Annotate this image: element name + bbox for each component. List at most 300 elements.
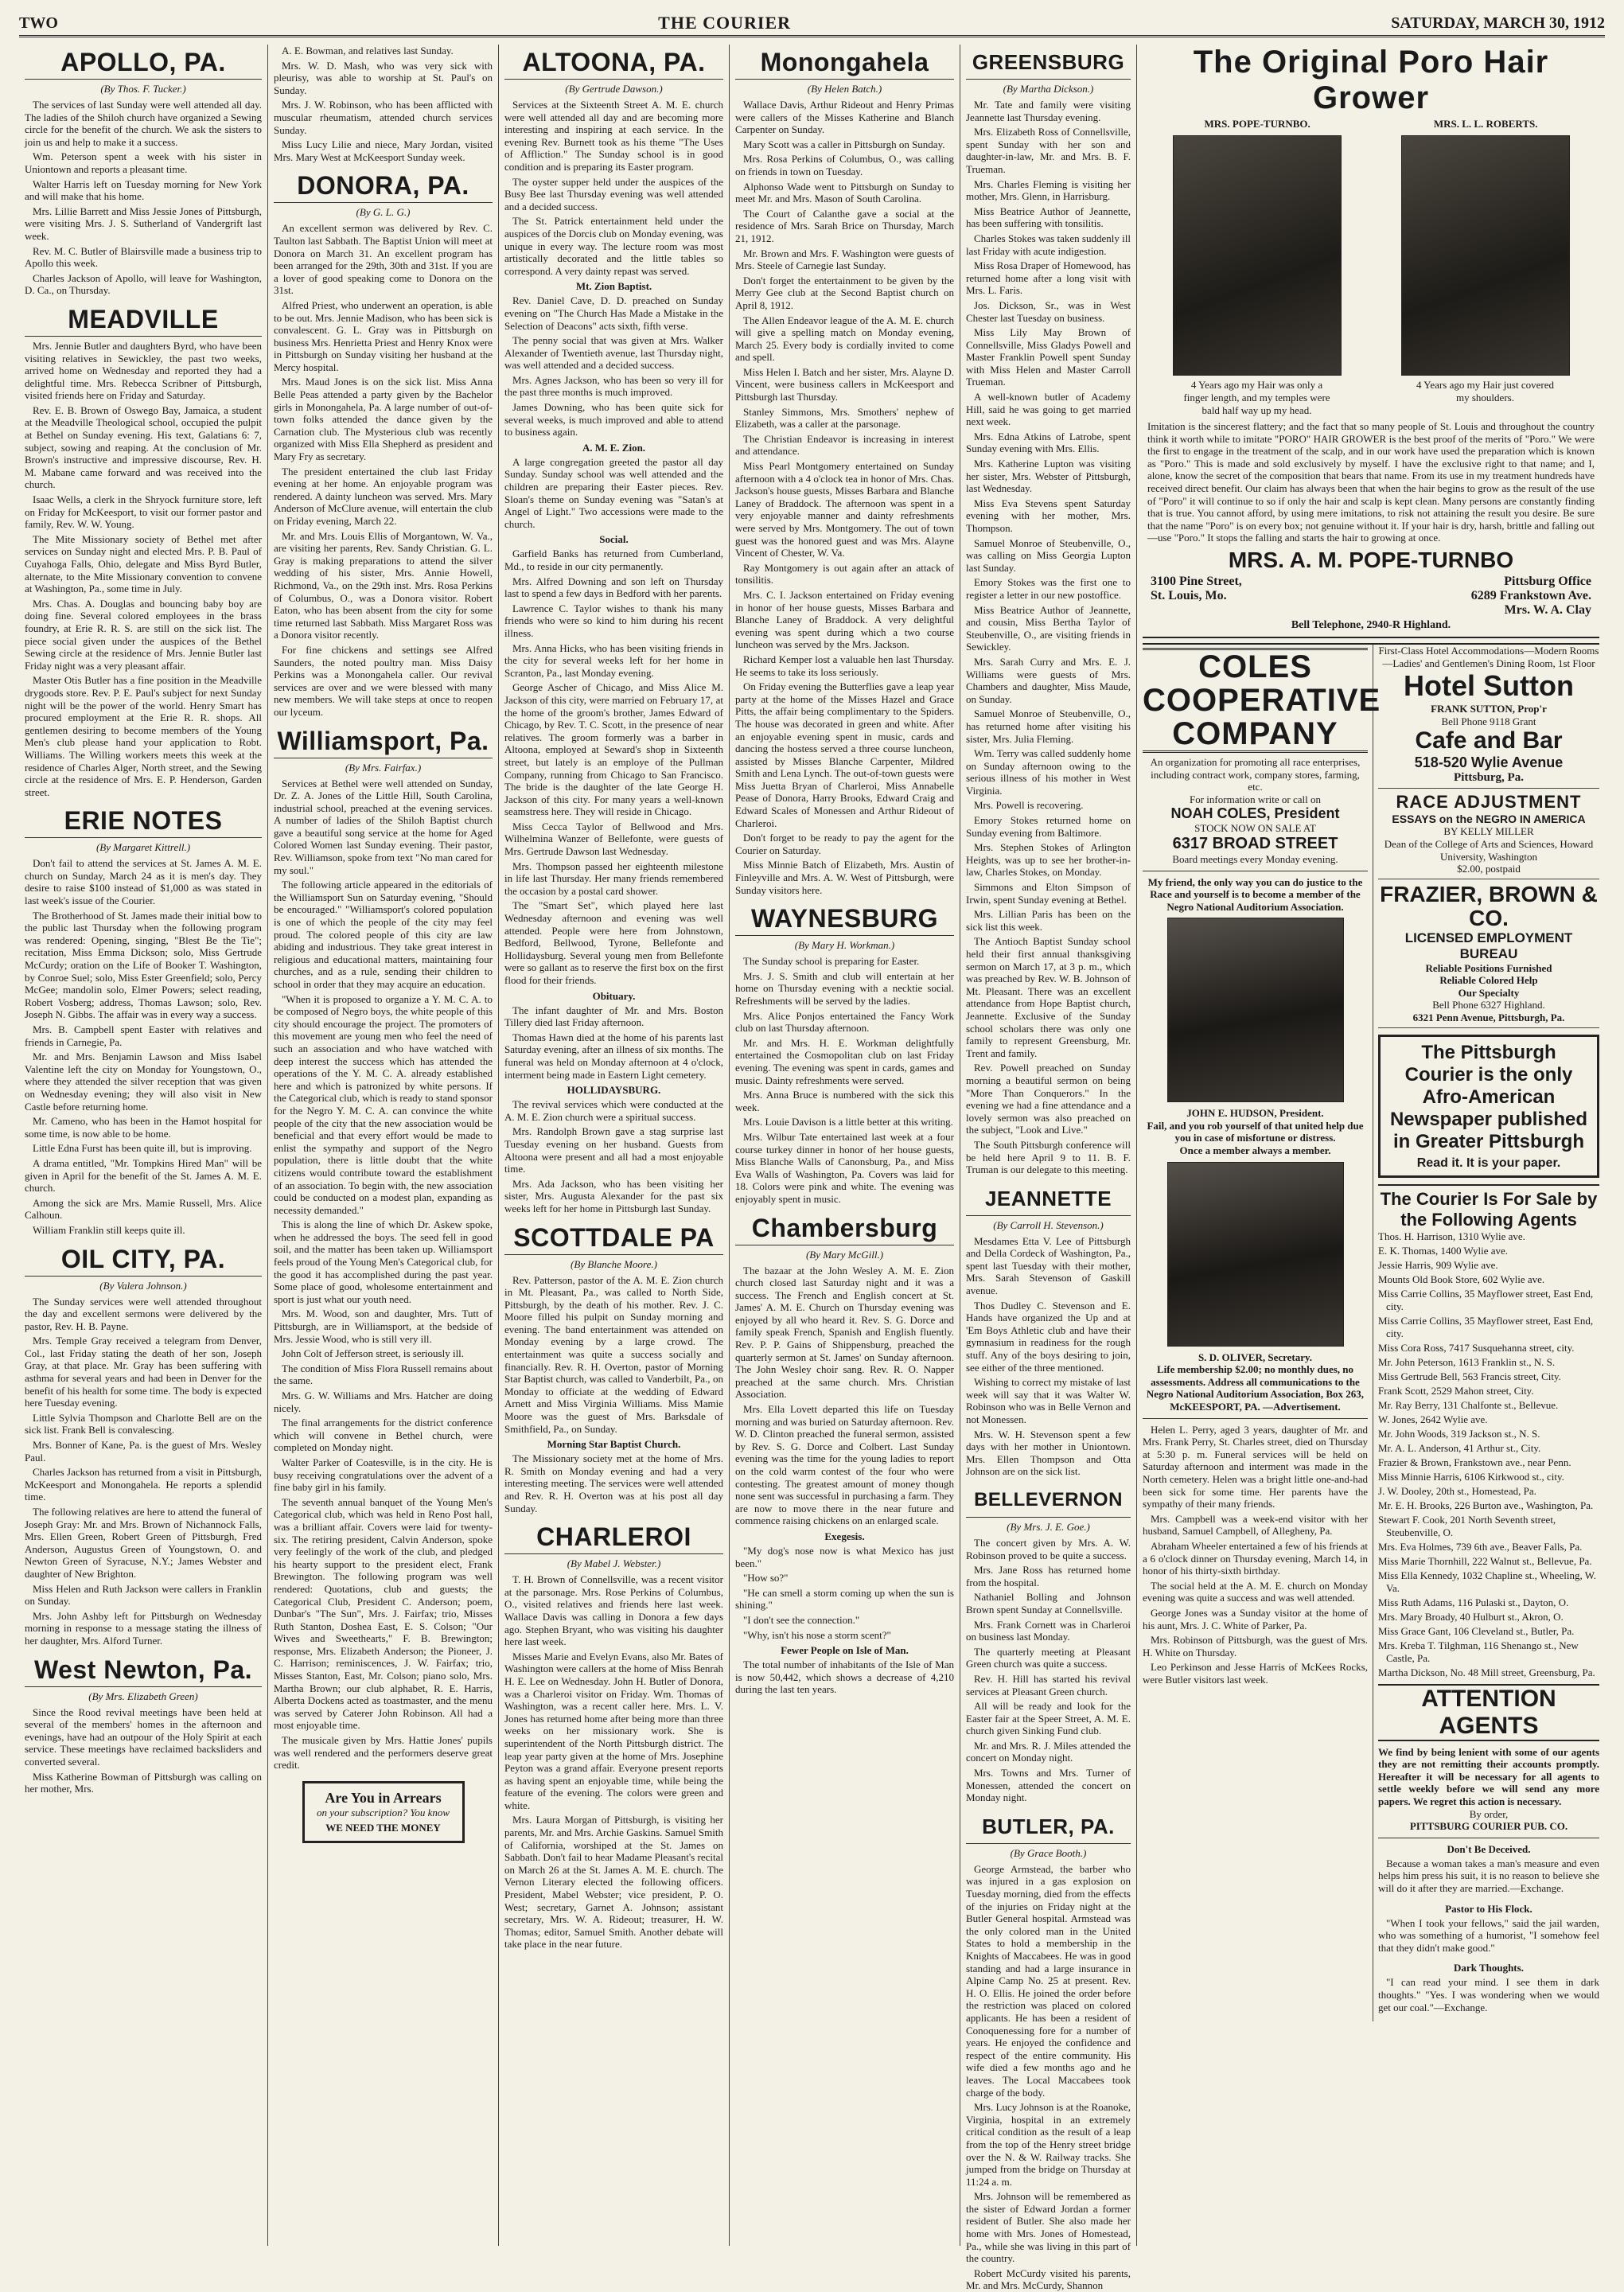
- article-oil-city: [25, 1245, 262, 1647]
- paragraph: Mrs. G. W. Williams and Mrs. Hatcher are doing nicely.: [274, 1390, 493, 1414]
- article-title: ALTOONA, PA.: [504, 48, 723, 80]
- paragraph: Misses Marie and Evelyn Evans, also Mr. Bates of Washington were callers at the home of Miss Benrah H. E. Lee on Wednesday. John H. Butler of Donora, was a Charleroi visitor on Friday. Wm. Thomas of Washington, was a recent caller here. Mrs. L. V. Jones has returned home after being more than three weeks on her missionary work. She is superintendent of the North Pittsburgh district. The leap year party given at the home of Mrs. Josephine Peyton was a grand affair. Everyone present reports as having spent an enjoyable time, while being the feature of the evening. The colors were green and white.: [504, 1650, 723, 1811]
- paragraph: Mrs. Jennie Butler and daughters Byrd, who have been visiting relatives in Sewickley, the past two weeks, arrived home on Wednesday and reported they had a delightful time. Mrs. Rebecca Scribner of Pittsburgh, visited friends here on Friday and Saturday.: [25, 339, 262, 402]
- paragraph: George Jones was a Sunday visitor at the home of his aunt, Mrs. J. C. White of Parker, Pa.: [1143, 1606, 1368, 1631]
- paragraph: Mrs. Maud Jones is on the sick list. Miss Anna Belle Peas attended a party given by the Bachelor girls in Monongahela, Pa. A large number of out-of-town folks attended the dance given by the Carnation club. The Mysterious club was recently organized with Miss Ella Shepherd as president and Mary Fry as secretary.: [274, 376, 493, 463]
- agent-entry: Mr. John Peterson, 1613 Franklin st., N. S.: [1378, 1355, 1556, 1368]
- paragraph: Mr. and Mrs. H. E. Workman delightfully entertained the Cosmopolitan club on last Friday evening. The evening was spent in cards, games and music. Dainty refreshments were served.: [735, 1036, 954, 1086]
- paragraph: "When I took your fellows," said the jail warden, who was something of a humorist, "I somehow feel that they didn't make good.": [1378, 1916, 1599, 1954]
- paragraph: Mrs. M. Wood, son and daughter, Mrs. Tutt of Pittsburgh, are in Williamsport, at the bedside of Mrs. Jessie Wood, who is still very ill.: [274, 1308, 493, 1345]
- paragraph: Rev. Patterson, pastor of the A. M. E. Zion church in Mt. Pleasant, Pa., was called to North Side, Pittsburgh, by the death of his mother. Rev. J. C. Moore filled his pulpit on Sunday morning and evening. The band entertainment was attended on Monday evening by a large crowd. The entertainment was quite a success socially and financially. Rev. R. H. Overton, pastor of Morning Star Baptist church, was called to Vanderbilt, Pa., on Monday to officiate at the wedding of Edward Arnett and Miss Virginia Williams. Miss Mamie Moore was the guest of Mrs. Barksdale of Smithfield, Pa., on Sunday.: [504, 1273, 723, 1435]
- paragraph: Mrs. Frank Cornett was in Charleroi on business last Monday.: [966, 1618, 1131, 1643]
- paragraph: Because a woman takes a man's measure and even helps him press his suit, it is no reason to believe she will do it after they are married.—Exchange.: [1378, 1857, 1599, 1894]
- paragraph: The Court of Calanthe gave a social at the residence of Mrs. Sarah Brice on Thursday, March 21, 1912.: [735, 207, 954, 244]
- paragraph: For fine chickens and settings see Alfred Saunders, the noted poultry man. Miss Daisy Perkins was a Monongahela caller. Our revival services are over and we were blessed with many new members. We will take steps at once to reopen our lyceum.: [274, 643, 493, 718]
- paragraph: Walter Parker of Coatesville, is in the city. He is busy receiving congratulations over the advent of a fine baby girl in his family.: [274, 1456, 493, 1494]
- paragraph: Miss Rosa Draper of Homewood, has returned home after a long visit with Mrs. L. Faris.: [966, 259, 1131, 297]
- hotel-name: Hotel Sutton: [1404, 669, 1574, 703]
- paragraph: Rev. M. C. Butler of Blairsville made a business trip to Apollo this week.: [25, 244, 262, 270]
- paragraph: "I can read your mind. I see them in dark thoughts." "Yes. I was wondering when we would get our coal."—Exchange.: [1378, 1976, 1599, 2013]
- paragraph: Thomas Hawn died at the home of his parents last Saturday evening, after an illness of six months. The funeral was held on Monday afternoon at 4 o'clock, interment being made in Eastern Light cemetery.: [504, 1031, 723, 1081]
- article-williamsport: [274, 727, 493, 1772]
- article-scottdale: [504, 1223, 723, 1515]
- article-butler: [966, 1812, 1131, 2292]
- paragraph: The quarterly meeting at Pleasant Green church was quite a success.: [966, 1645, 1131, 1670]
- paragraph: The social held at the A. M. E. church on Monday evening was quite a success and was well attended.: [1143, 1579, 1368, 1604]
- auditorium-text: Once a member always a member.: [1179, 1144, 1331, 1157]
- paragraph: "When it is proposed to organize a Y. M. C. A. to be composed of Negro boys, the white people of this city should encourage the project. The promoters of this movement are young men who feel the need of such an association and who have watched with deep interest the success which has attended the operations of the Y. M. C. A. already established here and which is patronized by white persons. If the Categorical club, which is ready to stand sponsor for the Negro Y. M. C. A. can convince the white people of the city that the new association would be beneficial and that every effort would be made to enlist the sympathy and support of the Negro population, there is little doubt that the white citizens would contribute toward the establishment of an association. To begin with, the new association could be conducted on a modest plan, expanding as necessity demanded.": [274, 992, 493, 1216]
- subhead: Fewer People on Isle of Man.: [781, 1644, 909, 1657]
- paragraph: The Sunday school is preparing for Easter.: [743, 955, 920, 968]
- paragraph: Nathaniel Bolling and Johnson Brown spent Sunday at Connellsville.: [966, 1591, 1131, 1616]
- paragraph: This is along the line of which Dr. Askew spoke, when he addressed the boys. The seed fell in good soil, and the matter has been taken up. Williamsport feels proud of the Young Men's Categorical club, for the good it has accomplished during the past year. Some place of good, wholesome entertainment and sport is just what our youth need.: [274, 1218, 493, 1305]
- article-title: BUTLER, PA.: [966, 1812, 1131, 1844]
- paragraph: Miss Lily May Brown of Connellsville, Miss Gladys Powell and Master Franklin Powell spent Sunday with Miss Helen and Master Carroll Trueman.: [966, 326, 1131, 388]
- paragraph: Mrs. Alfred Downing and son left on Thursday last to spend a few days in Bedford with her parents.: [504, 575, 723, 600]
- paragraph: Mrs. Edna Atkins of Latrobe, spent Sunday evening with Mrs. Ellis.: [966, 430, 1131, 455]
- agent-entry: Miss Cora Ross, 7417 Susquehanna street, city.: [1378, 1341, 1575, 1354]
- paragraph: The Mite Missionary society of Bethel met after services on Sunday night and elected Mrs. P. B. Paul of Cuyahoga Falls, Ohio, delegate and Miss Byrd Butler, alternate, to the Mite Missionary convention to convene at Washington, Pa., some time in July.: [25, 532, 262, 595]
- attention-title: ATTENTION AGENTS: [1378, 1684, 1599, 1741]
- article-title: DONORA, PA.: [274, 171, 493, 203]
- paragraph: Mrs. Agnes Jackson, who has been so very ill for the past three months is much improved.: [504, 373, 723, 399]
- paragraph: Mrs. Anna Hicks, who has been visiting friends in the city for several weeks left for her home in Scranton, Pa., last Monday evening.: [504, 641, 723, 679]
- article-apollo: [25, 48, 262, 297]
- frazier-phone: Bell Phone 6327 Highland.: [1432, 999, 1545, 1012]
- paragraph: Abraham Wheeler entertained a few of his friends at a 6 o'clock dinner on Thursday evening, March 14, in honor of his thirty-sixth birthday.: [1143, 1539, 1368, 1577]
- paragraph: Mrs. Stephen Stokes of Arlington Heights, was up to see her brother-in-law, Charles Stokes, on Monday.: [966, 841, 1131, 879]
- paragraph: Mrs. Laura Morgan of Pittsburgh, is visiting her parents, Mr. and Mrs. Archie Gaskins. Samuel Smith of California, worshiped at the St. James on Sabbath. Don't fail to hear Madame Pleasant's recital on March 26 at the St. James A. M. E. church. The Vernon Literary elected the following officers. President, Mabel Webster; vice president, P. O. West; secretary, Garnet A. Johnson; assistant secretary, Mrs. W. A. Rideout; treasurer, H. W. Thomas; editor, Samuel Smith. Another debate will take place in the near future.: [504, 1814, 723, 1951]
- paragraph: Mr. and Mrs. Benjamin Lawson and Miss Isabel Valentine left the city on Monday for Youngstown, O., where they attended the silver reception that was given on Wednesday evening; they will also visit in New Castle before returning home.: [25, 1050, 262, 1113]
- issue-date: SATURDAY, MARCH 30, 1912: [1391, 14, 1605, 32]
- paragraph: The Brotherhood of St. James made their initial bow to the public last Thursday when the following program was rendered: Opening, singing, "Blest Be the Tie"; recitation, Miss Emma Dickson; solo, Miss Gertrude McCurdy; oration on the Life of Booker T. Washington, by Conroe Suel; solo, Miss Ester Greenfield; solo, Percy McGee; mandolin solo, Elmer Powers; select reading, Robert Vosberg; address, Thomas Lawson; solo, Rev. Joseph N. Gibbs. The affair was in every way a success.: [25, 909, 262, 1021]
- frazier-line: Reliable Positions Furnished: [1425, 961, 1552, 974]
- paragraph: T. H. Brown of Connellsville, was a recent visitor at the parsonage. Mrs. Rose Perkins of Columbus, O., visited relatives and friends here last week. Wallace Davis was calling in Donora a few days ago. Stephen Bryant, who was visiting his daughter here last week.: [504, 1573, 723, 1648]
- paragraph: Mrs. Lillie Barrett and Miss Jessie Jones of Pittsburgh, were visiting Mrs. J. S. Sutherland of Vandergrift last week.: [25, 205, 262, 242]
- paragraph: Mrs. Ella Lovett departed this life on Tuesday morning and was buried on Saturday afternoon. Rev. W. D. Clinton preached the funeral sermon, assisted by Rev. S. G. Dorce and Colbert. Last Sunday evening was the time for the young ladies to report on the cold warm contest of the four who were contesting. The greatest amount of money though none sent was successful in purchasing a farm. They are now to move there in the near future and commence raising chickens on an enlarged scale.: [735, 1403, 954, 1527]
- poro-ad: [1143, 45, 1599, 638]
- paragraph: The Sunday services were well attended throughout the day and excellent sermons were delivered by the pastor, Rev. H. B. Payne.: [25, 1295, 262, 1332]
- race-title: RACE ADJUSTMENT: [1396, 792, 1582, 813]
- paragraph: The penny social that was given at Mrs. Walker Alexander of Twentieth avenue, last Thursday night, was well attended and a decided success.: [504, 334, 723, 372]
- paragraph: Miss Lucy Lilie and niece, Mary Jordan, visited Mrs. Mary West at McKeesport Sunday week.: [274, 138, 493, 163]
- race-author: BY KELLY MILLER: [1443, 825, 1534, 838]
- coles-stock: STOCK NOW ON SALE AT: [1194, 822, 1316, 835]
- portrait-roberts: [1401, 135, 1570, 376]
- hotel-phone: Bell Phone 9118 Grant: [1441, 715, 1536, 727]
- column-6-ads: [1136, 45, 1605, 2246]
- paragraph: Miss Helen I. Batch and her sister, Mrs. Alayne D. Vincent, were business callers in McKeesport and Pittsburgh last Thursday.: [735, 365, 954, 403]
- paragraph: Miss Minnie Batch of Elizabeth, Mrs. Austin of Finleyville and Mrs. A. W. West of Pittsburgh, were Sunday visitors here.: [735, 859, 954, 896]
- paragraph: Samuel Monroe of Steubenville, O., has returned home after visiting his sister, Mrs. Julia Fleming.: [966, 707, 1131, 745]
- paragraph: Don't forget the entertainment to be given by the Merry Gee club at the Second Baptist church on April 8, 1912.: [735, 274, 954, 311]
- paragraph: Miss Eva Stevens spent Saturday evening with her mother, Mrs. Thompson.: [966, 497, 1131, 534]
- paragraph: Walter Harris left on Tuesday morning for New York and will make that his home.: [25, 177, 262, 203]
- agent-entry: Mr. A. L. Anderson, 41 Arthur st., City.: [1378, 1441, 1541, 1454]
- article-erie-notes: [25, 806, 262, 1236]
- poro-name-left: MRS. POPE-TURNBO.: [1204, 118, 1310, 130]
- paper-name: THE COURIER: [658, 13, 792, 33]
- paragraph: Among the sick are Mrs. Mamie Russell, Mrs. Alice Calhoun.: [25, 1196, 262, 1222]
- auditorium-membership: Life membership $2.00; no monthly dues, no assessments. Address all communications to the Negro National Auditorium Association, Box 263, McKEESPORT, PA. —Advertisement.: [1146, 1363, 1365, 1413]
- address-line: Pittsburg Office: [1504, 574, 1591, 588]
- agent-entry: Jessie Harris, 909 Wylie ave.: [1378, 1258, 1498, 1271]
- paragraph: The seventh annual banquet of the Young Men's Categorical club, which was held in Reno Post hall, was a brilliant affair. Covers were laid for twenty-six. The retiring president, Calvin Anderson, spoke very feelingly of the work of the club, and pledged his hearty support to the president elect, Frank Brewington. The following program was well rendered: Quotations, club and guests; the Categorical Club, President C. Anderson; poem, Dunbar's "The Sun", Mrs. J. Fairfax; trio, Misses Ruth Stanton, Doshea East, E. S. Colson; "Our Wives and Sweethearts," F. B. Brewington; response, Mrs. Elizabeth Anderson; the Pioneer, J. C. Harrison; reminiscences, J. W. Fairfax; trio, Misses Stanton, East, Mr. Colson; piano solo, Mrs. Martha Brown; our club alphabet, R. E. Harris, Alberta Dockens acted as toastmaster, and the menu was served by Caterer John Robinson. All had a most enjoyable time.: [274, 1495, 493, 1732]
- poro-names: [1143, 118, 1599, 131]
- column-5: [960, 45, 1136, 2292]
- race-sub: ESSAYS on the NEGRO IN AMERICA: [1392, 813, 1586, 826]
- paragraph: George Ascher of Chicago, and Miss Alice M. Jackson of this city, were married on February 17, at the home of the groom's brother, James Edward of Chicago, by Rev. T. C. Scott, in the presence of near relatives. The groom formerly was a barber in Altoona, employed at Seward's shop in Sixteenth street, but lately is an employe of the Pullman Company, running from Chicago to San Francisco. The bride is the daughter of the late George H. Jackson of this city. For many years a well-known seamstress here. They will reside in Chicago.: [504, 681, 723, 818]
- agent-entry: Miss Marie Thornhill, 222 Walnut st., Bellevue, Pa.: [1378, 1554, 1592, 1567]
- poro-name-right: MRS. L. L. ROBERTS.: [1433, 118, 1538, 130]
- paragraph: A well-known butler of Academy Hill, said he was going to get married next week.: [966, 391, 1131, 428]
- paragraph: A large congregation greeted the pastor all day Sunday. Sunday school was well attended and the children are preparing their Easter pieces. Rev. Sloan's theme on Sunday evening was "Satan's at Angel of Light." Two accessions were made to the church.: [504, 455, 723, 530]
- paragraph: Mrs. Louie Davison is a little better at this writing.: [743, 1116, 953, 1128]
- article-title: JEANNETTE: [966, 1184, 1131, 1216]
- coles-address: 6317 BROAD STREET: [1172, 834, 1338, 852]
- paragraph: Wm. Terry was called suddenly home on Sunday afternoon owing to the serious illness of his mother in West Virginia.: [966, 747, 1131, 797]
- paragraph: Mr. Brown and Mrs. F. Washington were guests of Mrs. Steele of Carnegie last Sunday.: [735, 247, 954, 272]
- paragraph: Ray Montgomery is out again after an attack of tonsilitis.: [735, 561, 954, 587]
- byline: (By Mrs. Elizabeth Green): [88, 1690, 198, 1702]
- byline: (By Mary McGill.): [805, 1248, 884, 1261]
- paragraph: Mr. Cameno, who has been in the Hamot hospital for some time, is now able to be home.: [25, 1115, 262, 1140]
- article-title: Williamsport, Pa.: [274, 727, 493, 758]
- agent-entry: Miss Gertrude Bell, 563 Francis street, City.: [1378, 1370, 1561, 1382]
- agent-entry: Miss Carrie Collins, 35 Mayflower street, East End, city.: [1378, 1287, 1594, 1312]
- paragraph: Mrs. Temple Gray received a telegram from Denver, Col., last Friday stating the death of her son, Joseph Gray, at that place. Mr. Gray has been suffering with asthma for several years and had been in Denver for the benefit of his health for some time. The body is expected here Tuesday evening.: [25, 1335, 262, 1409]
- article-title: West Newton, Pa.: [25, 1655, 262, 1687]
- paragraph: The following article appeared in the editorials of the Williamsport Sun on Saturday evening, "Should be encouraged." "Williamsport's colored population is one of which the people of the city may feel proud. The colored people of this city are law abiding and industrious. They take great interest in religious and educational matters, maintaining four churches, and as a rule, sending their children to school in order that they may acquire an education.: [274, 879, 493, 990]
- agent-entry: Thos. H. Harrison, 1310 Wylie ave.: [1378, 1230, 1525, 1242]
- race-adjustment-ad: [1378, 789, 1599, 879]
- paragraph: The oyster supper held under the auspices of the Busy Bee last Thursday evening was well attended and a decided success.: [504, 175, 723, 212]
- paragraph: Mrs. J. S. Smith and club will entertain at her home on Thursday evening with a necktie social. Refreshments will be served by the ladies.: [735, 969, 954, 1007]
- paragraph: James Downing, who has been quite sick for several weeks, is much improved and able to attend to business again.: [504, 401, 723, 439]
- paragraph: Little Sylvia Thompson and Charlotte Bell are on the sick list. Frank Bell is convalescing.: [25, 1411, 262, 1436]
- paragraph: Master Otis Butler has a fine position in the Meadville drygoods store. Rev. P. E. Paul's subject for next Sunday night will be the power of the world. Henry Smart has procured employment at the Erie R. R. shops. All gentlemen desiring to become members of the Young Men's club please hand your application to Robt. Williams. The Willing workers meets this week at the residence of Charles Alger, North street, and the Sewing circle at the residence of Mrs. E. P. Henderson, Garden street.: [25, 674, 262, 798]
- paragraph: Alfred Priest, who underwent an operation, is able to be out. Mrs. Jennie Madison, who has been sick is convalescent. G. L. Gray was in Pittsburgh on business Mrs. Henrietta Priest and Henry Knox were in Pittsburgh on Sunday visiting her husband at the Mercy hospital.: [274, 298, 493, 373]
- column-4: [729, 45, 960, 2246]
- byline: (By Helen Batch.): [807, 83, 882, 95]
- paragraph: Rev. E. B. Brown of Oswego Bay, Jamaica, a student at the Meadville Theological school, occupied the pulpit at Bethel on Sunday evening. His text, Galatians 6: 7, subject, sowing and reaping. At the conclusion of Mr. Brown's instructive and impressive discourse, Rev. H. M. Mabane came forward and was received into the church.: [25, 403, 262, 491]
- subhead: Obituary.: [592, 989, 636, 1002]
- paragraph: Wallace Davis, Arthur Rideout and Henry Primas were callers of the Misses Katherine and Blanch Carpenter on Sunday.: [735, 99, 954, 136]
- article-bellevernon: [966, 1486, 1131, 1804]
- subhead: Social.: [599, 533, 629, 546]
- hotel-address: 518-520 Wylie Avenue: [1414, 754, 1564, 771]
- paragraph: Mrs. Alice Ponjos entertained the Fancy Work club on last Thursday afternoon.: [735, 1009, 954, 1035]
- paragraph: Mrs. Katherine Lupton was visiting her sister, Mrs. Webster of Pittsburgh, last Wednesday.: [966, 458, 1131, 495]
- poro-signature: MRS. A. M. POPE-TURNBO: [1228, 547, 1514, 572]
- paragraph: Mr. and Mrs. Louis Ellis of Morgantown, W. Va., are visiting her parents, Rev. Sandy Christian. G. L. Gray is making preparations to attend the silver wedding of his sister, Mrs. Annie Howell, Richmond, Va., on the 29th inst. Mrs. Rosa Perkins of Columbus, O., was a Donora visitor. Robert Eaton, who has been absent from the city for some time returned last Sabbath. Miss Margaret Ross was a Donora visitor recently.: [274, 529, 493, 641]
- paragraph: Wishing to correct my mistake of last week will say that it was Walter W. Robinson who was in Belle Vernon and not Monessen.: [966, 1376, 1131, 1425]
- subhead: Mt. Zion Baptist.: [575, 280, 652, 293]
- paragraph: The bazaar at the John Wesley A. M. E. Zion church closed last Saturday night and it was a success. The French and English concert at St. James' A. M. E. Church on Thursday evening was enjoyed by all who heard it. Rev. S. G. Dorce and family speak French, Spanish and English fluently. Rev. P. P. Gains of Shippensburg, preached the quarterly sermon at St. James' on Sunday afternoon. The John Wesley choir sang. Rev. R. O. Napper preached at the same church. Mrs. Christian Association.: [735, 1264, 954, 1401]
- paragraph: The revival services which were conducted at the A. M. E. Zion church were a spiritual success.: [504, 1098, 723, 1123]
- photo-hudson: [1167, 918, 1344, 1102]
- courier-promo-cta: Read it. It is your paper.: [1416, 1156, 1561, 1170]
- paragraph: The "Smart Set", which played here last Wednesday afternoon and evening was well attended. People were here from Johnstown, Bedford, Bellwood, Tyrone, Bellefonte and Hollidaysburg. Several young men from Bellefonte were so gallant as to reserve the first box on the first flood for their friends.: [504, 899, 723, 986]
- paragraph: Mrs. Wilbur Tate entertained last week at a four course turkey dinner in honor of her house guests, Miss Blanche Walls of Canonsburg, Pa., and Miss Eva Walls of Washington, Pa. Covers was laid for 18. Colors were pink and white. The evening was enjoyably spent in music.: [735, 1130, 954, 1205]
- hotel-city: Pittsburg, Pa.: [1454, 771, 1524, 785]
- paragraph: The total number of inhabitants of the Isle of Man is now 50,442, which shows a decrease of 4,210 during the last ten years.: [735, 1659, 954, 1696]
- paragraph: Rev. Daniel Cave, D. D. preached on Sunday evening on "The Church Has Made a Mistake in the Selection of Deacons" acts sixth, fifth verse.: [504, 294, 723, 332]
- paragraph: Don't fail to attend the services at St. James A. M. E. church on Sunday, March 24 as it is men's day. They desire to raise $100 instead of $1,000 as was stated in last week's issue of the Courier.: [25, 857, 262, 907]
- filler-title: Don't Be Deceived.: [1447, 1842, 1531, 1855]
- filler-title: Dark Thoughts.: [1454, 1962, 1524, 1974]
- frazier-line: Our Specialty: [1458, 986, 1520, 999]
- agent-entry: Miss Ruth Adams, 116 Pulaski st., Dayton, O.: [1378, 1596, 1569, 1608]
- paragraph: Richard Kemper lost a valuable hen last Thursday. He seems to take its loss seriously.: [735, 653, 954, 678]
- paragraph: "My dog's nose now is what Mexico has just been.": [735, 1544, 954, 1569]
- paragraph: The South Pittsburgh conference will be held here April 9 to 11. B. F. Truman is our delegate to this meeting.: [966, 1138, 1131, 1176]
- paragraph: Mrs. W. D. Mash, who was very sick with pleurisy, was able to worship at St. Paul's on Sunday.: [274, 59, 493, 96]
- caption-right: 4 Years ago my Hair just covered my shoulders.: [1416, 379, 1554, 403]
- paragraph: Mrs. Bonner of Kane, Pa. is the guest of Mrs. Wesley Paul.: [25, 1439, 262, 1464]
- agent-entry: E. K. Thomas, 1400 Wylie ave.: [1378, 1244, 1509, 1257]
- agent-entry: Mr. Ray Berry, 131 Chalfonte st., Bellevue.: [1378, 1398, 1559, 1411]
- paragraph: "I don't see the connection.": [743, 1613, 860, 1626]
- paragraph: Mr. and Mrs. R. J. Miles attended the concert on Monday night.: [966, 1739, 1131, 1764]
- poro-phone: Bell Telephone, 2940-R Highland.: [1291, 618, 1451, 631]
- photo-caption: S. D. OLIVER, Secretary.: [1198, 1351, 1313, 1363]
- auditorium-appeal: My friend, the only way you can do justice to the Race and yourself is to become a member of the Negro National Auditorium Association.: [1147, 875, 1363, 913]
- paragraph: The services of last Sunday were well attended all day. The ladies of the Shiloh church have organized a Sewing circle for the benefit of the church. We ask the sisters to join us and help to make it a success.: [25, 99, 262, 148]
- paragraph: Mr. Tate and family were visiting Jeannette last Thursday evening.: [966, 99, 1131, 123]
- paragraph: Mrs. B. Campbell spent Easter with relatives and friends in Carnegie, Pa.: [25, 1023, 262, 1048]
- paragraph: Charles Jackson of Apollo, will leave for Washington, D. Ca., on Thursday.: [25, 271, 262, 297]
- byline: (By Grace Booth.): [1010, 1846, 1087, 1859]
- paragraph: Wm. Peterson spent a week with his sister in Uniontown and reports a pleasant time.: [25, 150, 262, 175]
- paragraph: "Why, isn't his nose a storm scent?": [743, 1628, 891, 1641]
- paragraph: Mary Scott was a caller in Pittsburgh on Sunday.: [743, 138, 945, 150]
- frazier-address: 6321 Penn Avenue, Pittsburgh, Pa.: [1412, 1012, 1565, 1024]
- subhead: HOLLIDAYSBURG.: [567, 1084, 661, 1097]
- agents-list: [1378, 1184, 1599, 1679]
- portrait-captions: [1143, 379, 1599, 417]
- paragraph: Mrs. Lillian Paris has been on the sick list this week.: [966, 908, 1131, 933]
- frazier-sub: LICENSED EMPLOYMENT BUREAU: [1404, 930, 1573, 961]
- paragraph: Simmons and Elton Simpson of Irwin, spent Sunday evening at Bethel.: [966, 881, 1131, 906]
- byline: (By Gertrude Dawson.): [565, 83, 663, 95]
- address-line: St. Louis, Mo.: [1151, 588, 1227, 602]
- paragraph: Rev. Powell preached on Sunday morning a beautiful sermon on being "More Than Conquerors." In the evening we had a fine attendance and a lovely sermon was also preached on the subject, "Look and Live.": [966, 1062, 1131, 1136]
- agent-entry: Miss Ella Kennedy, 1032 Chapline st., Wheeling, W. Va.: [1378, 1569, 1597, 1594]
- portrait-pope-turnbo: [1173, 135, 1342, 376]
- paragraph: The president entertained the club last Friday evening at her home. An enjoyable program was rendered. A dainty luncheon was served. Mrs. Mary Anderson of McClure avenue, will entertain the club on Friday evening, March 22.: [274, 465, 493, 527]
- byline: (By Carroll H. Stevenson.): [993, 1218, 1104, 1231]
- arrears-title: Are You in Arrears: [325, 1789, 442, 1806]
- article-title: BELLEVERNON: [966, 1486, 1131, 1518]
- byline: (By Blanche Moore.): [571, 1257, 657, 1270]
- ads-left: [1143, 645, 1381, 2021]
- article-title: MEADVILLE: [25, 305, 262, 337]
- coles-name: NOAH COLES, President: [1170, 805, 1340, 822]
- subhead: A. M. E. Zion.: [582, 441, 646, 454]
- paragraph: Mrs. Elizabeth Ross of Connellsville, spent Sunday with her son and daughter-in-law, Mr. and Mrs. B. F. Trueman.: [966, 126, 1131, 175]
- agent-entry: Martha Dickson, No. 48 Mill street, Greensburg, Pa.: [1378, 1666, 1595, 1678]
- byline: (By Mrs. J. E. Goe.): [1007, 1520, 1090, 1533]
- article-waynesburg: [735, 904, 954, 1205]
- article-title: ERIE NOTES: [25, 806, 262, 838]
- hotel-sutton-ad: [1378, 645, 1599, 789]
- article-west-newton: [25, 1655, 262, 1795]
- photo-oliver: [1167, 1162, 1344, 1347]
- article-title: CHARLEROI: [504, 1522, 723, 1554]
- agents-title: The Courier Is For Sale by the Following Agents: [1380, 1188, 1598, 1230]
- paragraph: Leo Perkinson and Jesse Harris of McKees Rocks, were Butler visitors last week.: [1143, 1661, 1368, 1686]
- paragraph: "How so?": [743, 1572, 789, 1585]
- attention-org: PITTSBURG COURIER PUB. CO.: [1409, 1820, 1568, 1833]
- butler-continued: [1143, 1424, 1368, 1686]
- courier-promo-text: The Pittsburgh Courier is the only Afro-American Newspaper published in Greater Pittsburgh: [1389, 1041, 1588, 1152]
- article-altoona: [504, 48, 723, 1215]
- frazier-title: FRAZIER, BROWN & CO.: [1380, 881, 1598, 930]
- paragraph: Mrs. Rosa Perkins of Columbus, O., was calling on friends in town on Tuesday.: [735, 153, 954, 177]
- paragraph: A drama entitled, "Mr. Tompkins Hired Man" will be given in April for the benefit of the St. James A. M. E. church.: [25, 1156, 262, 1195]
- paragraph: Services at the Sixteenth Street A. M. E. church were well attended all day and are becoming more interesting and inspiring at each service. In the evening Rev. Burnett took as his theme "The Uses of Affliction." The Sunday school is in good condition and is preparing its Easter program.: [504, 99, 723, 173]
- filler-pastor: [1378, 1903, 1599, 1955]
- agent-entry: Mrs. Kreba T. Tilghman, 116 Shenango st., New Castle, Pa.: [1378, 1639, 1579, 1664]
- agent-entry: Stewart F. Cook, 201 North Seventh street, Steubenville, O.: [1378, 1513, 1556, 1538]
- byline: (By Valera Johnson.): [99, 1279, 187, 1292]
- paragraph: Mrs. Johnson will be remembered as the sister of Edward Jordan a former resident of Butler. She also made her home with Mrs. Jones of Homestead, Pa., while she was living in this part of the country.: [966, 2190, 1131, 2265]
- paragraph: Mrs. J. W. Robinson, who has been afflicted with muscular rheumatism, attended church services Sunday.: [274, 99, 493, 136]
- paragraph: Mrs. Randolph Brown gave a stag surprise last Tuesday evening on her husband. Guests from Altoona were present and all had a most enjoyable time.: [504, 1125, 723, 1175]
- column-3: [498, 45, 729, 2246]
- paragraph: The Christian Endeavor is increasing in interest and attendance.: [735, 432, 954, 458]
- paragraph: Mesdames Etta V. Lee of Pittsburgh and Della Cordeck of Washington, Pa., spent last Tuesday with their mother, Mrs. Sarah Stevenson of Gaskill avenue.: [966, 1234, 1131, 1297]
- paragraph: George Armstead, the barber who was injured in a gas explosion on Tuesday morning, died from the effects of the injuries on Friday night at the Butler General hospital. Armstead was the only colored man in the United States to hold a membership in the Knights of Maccabees. He was in good standing and had a large insurance in Alpine Camp No. 25 at present. Rev. H. O. Ellis. He joined the order before the restriction was placed on colored applicants. He has been a resident of Conoquenessing fore for a number of years. He enjoyed the confidence and respect of the entire community. His wife died a few months ago and he leaves. The Local Maccabees took charge of the body.: [966, 1862, 1131, 2099]
- filler-deceived: [1378, 1843, 1599, 1895]
- paragraph: Alphonso Wade went to Pittsburgh on Sunday to meet Mr. and Mrs. Mason of South Carolina.: [735, 180, 954, 205]
- article-title: OIL CITY, PA.: [25, 1245, 262, 1277]
- article-monongahela: [735, 48, 954, 896]
- paragraph: Emory Stokes returned home on Sunday evening from Baltimore.: [966, 814, 1131, 839]
- hotel-prop: FRANK SUTTON, Prop'r: [1431, 703, 1547, 715]
- paragraph: Samuel Monroe of Steubenville, O., was calling on Miss Georgia Lupton last Sunday.: [966, 536, 1131, 574]
- agent-entry: Frank Scott, 2529 Mahon street, City.: [1378, 1384, 1534, 1397]
- filler-title: Pastor to His Flock.: [1445, 1902, 1532, 1915]
- ads-right: [1373, 645, 1599, 2021]
- paragraph: The following relatives are here to attend the funeral of Joseph Gray: Mr. and Mrs. Brown of Nichannock Falls, Mrs. Ellen Green, Robert Green of Pittsburgh, Fred Anderson, Augustus Green of Youngstown, O. and Newton Green of Syracuse, N.Y.; James Webster and daughter of New Brighton.: [25, 1506, 262, 1580]
- paragraph: The Antioch Baptist Sunday school held their first annual thanksgiving sermon on March 17, at 3 p. m., which was preached by Rev. W. B. Johnson of Mt. Pleasant. There was an excellent attendance from Hope Baptist church, Jeannette. Exclusive of the Sunday school scholars there was only one family to represent Greensburg, Mr. Trent and family.: [966, 935, 1131, 1059]
- agent-entry: Miss Carrie Collins, 35 Mayflower street, East End, city.: [1378, 1314, 1594, 1339]
- byline: (By Mrs. Fairfax.): [345, 761, 422, 774]
- paragraph: Mrs. Chas. A. Douglas and bouncing baby boy are doing fine. Several colored employees in the brass foundry, at Erie R. R. S. are still on the sick list. The piece social given under the auspices of the Bethel Sewing circle at the residence of Mrs. Jennie Butler last Friday night was a very pleasant affair.: [25, 597, 262, 672]
- column-1: [19, 45, 267, 2246]
- paragraph: Mrs. Anna Bruce is numbered with the sick this week.: [735, 1089, 954, 1113]
- agent-entry: Mounts Old Book Store, 602 Wylie ave.: [1378, 1273, 1545, 1285]
- byline: (By Mabel J. Webster.): [567, 1557, 661, 1570]
- paragraph: An excellent sermon was delivered by Rev. C. Taulton last Sabbath. The Baptist Union will meet at Donora on March 31. An excellent program has been arranged for the 29th, 30th and 31st. If you are a lover of good speaking come to Donora on the 31st.: [274, 222, 493, 297]
- attention-body: We find by being lenient with some of our agents they are not remitting their accounts promptly. Hereafter it will be necessary for all agents to settle weekly before we will send any more papers. We regret this action is necessary.: [1378, 1745, 1599, 1808]
- paragraph: Mrs. Lucy Johnson is at the Roanoke, Virginia, hospital in an extremely critical condition as the result of a leap from the top of the Henry street bridge over the N. & W. Railway tracks. She jumped from the bridge on Thursday at 11:24 a. m.: [966, 2101, 1131, 2188]
- attention-by: By order,: [1469, 1807, 1509, 1820]
- hotel-cafe: Cafe and Bar: [1415, 727, 1563, 754]
- paragraph: Mrs. Campbell was a week-end visitor with her husband, Samuel Campbell, of Allegheny, Pa.: [1143, 1512, 1368, 1538]
- filler-dark: [1378, 1962, 1599, 2013]
- agent-entry: W. Jones, 2642 Wylie ave.: [1378, 1413, 1488, 1425]
- paragraph: Little Edna Furst has been quite ill, but is improving.: [33, 1142, 252, 1155]
- column-2: [267, 45, 498, 2246]
- paragraph: Robert McCurdy visited his parents, Mr. and Mrs. McCurdy, Shannon: [966, 2267, 1131, 2292]
- photo-caption: JOHN E. HUDSON, President.: [1186, 1107, 1324, 1120]
- courier-promo-box: [1378, 1035, 1599, 1178]
- article-jeannette: [966, 1184, 1131, 1478]
- paragraph: Mrs. Powell is recovering.: [974, 799, 1084, 812]
- byline: (By Mary H. Workman.): [794, 939, 895, 952]
- attention-agents: [1378, 1684, 1599, 1833]
- paragraph: Since the Rood revival meetings have been held at several of the members' homes in the afternoon and evenings, have had an outpour of the Holy Spirit at each service. These meetings have reclaimed backsliders and converted several.: [25, 1705, 262, 1768]
- coles-meet: Board meetings every Monday evening.: [1172, 852, 1338, 865]
- arrears-cta: WE NEED THE MONEY: [325, 1821, 441, 1834]
- paragraph: Mrs. W. H. Stevenson spent a few days with her mother in Uniontown. Mrs. Ellen Thompson and Otta Johnson are on the sick list.: [966, 1428, 1131, 1478]
- auditorium-ad: [1143, 876, 1368, 1413]
- paragraph: Mrs. Charles Fleming is visiting her mother, Mrs. Glenn, in Harrisburg.: [966, 177, 1131, 203]
- article-title: Monongahela: [735, 48, 954, 80]
- paragraph: The Missionary society met at the home of Mrs. R. Smith on Monday evening and had a very interesting meeting. The services were well attended and Rev. R. H. Overton was at his post all day Sunday.: [504, 1452, 723, 1514]
- article-title: APOLLO, PA.: [25, 48, 262, 80]
- paragraph: The infant daughter of Mr. and Mrs. Boston Tillery died last Friday afternoon.: [504, 1004, 723, 1029]
- paragraph: Mrs. Towns and Mrs. Turner of Monessen, attended the concert on Monday night.: [966, 1767, 1131, 1804]
- paragraph: The Allen Endeavor league of the A. M. E. church will give a spelling match on Monday evening, March 25. Every body is cordially invited to come and spell.: [735, 314, 954, 364]
- paragraph: Emory Stokes was the first one to register a letter in our new postoffice.: [966, 576, 1131, 601]
- agent-entry: Frazier & Brown, Frankstown ave., near Penn.: [1378, 1456, 1571, 1468]
- race-price: $2.00, postpaid: [1457, 863, 1521, 875]
- page-number: TWO: [19, 14, 58, 32]
- agent-entry: Mr. E. H. Brooks, 226 Burton ave., Washington, Pa.: [1378, 1499, 1594, 1511]
- paragraph: Mrs. Ada Jackson, who has been visiting her sister, Mrs. Augusta Alexander for the past six weeks left for her home in Pittsburgh last Sunday.: [504, 1177, 723, 1214]
- paragraph: The concert given by Mrs. A. W. Robinson proved to be quite a success.: [966, 1536, 1131, 1561]
- agent-entry: Mrs. Eva Holmes, 739 6th ave., Beaver Falls, Pa.: [1378, 1540, 1583, 1553]
- paragraph: Rev. H. Hill has started his revival services at Pleasant Green church.: [966, 1672, 1131, 1698]
- coles-text: An organization for promoting all race enterprises, including contract work, company stores, farming, etc.: [1150, 755, 1361, 793]
- paragraph: Mrs. Jane Ross has returned home from the hospital.: [966, 1564, 1131, 1588]
- paragraph: The musicale given by Mrs. Hattie Jones' pupils was well rendered and the performers deserve great credit.: [274, 1734, 493, 1772]
- paragraph: Mrs. Thompson passed her eighteenth milestone in life last Thursday. Her many friends remembered the occasion by a postal card shower.: [504, 860, 723, 897]
- article-title: GREENSBURG: [966, 48, 1131, 80]
- byline: (By Thos. F. Tucker.): [100, 83, 186, 95]
- agent-entry: Mrs. Mary Broady, 40 Hulburt st., Akron, O.: [1378, 1610, 1564, 1623]
- paragraph: Services at Bethel were well attended on Sunday, Dr. Z. A. Jones of the Little Hill, South Carolina, industrial school, preached at the evening services. A number of ladies of the Shiloh Baptist church gave a beautiful song service at the home for Aged Colored Women last Sunday evening. Their pastor, Rev. Williamson, spoke from text "No man cared for my soul.": [274, 777, 493, 876]
- agent-entry: J. W. Dooley, 20th st., Homestead, Pa.: [1378, 1484, 1536, 1497]
- coles-text: For information write or call on: [1190, 793, 1321, 805]
- auditorium-text: Fail, and you rob yourself of that united help due you in case of misfortune or distress.: [1147, 1119, 1364, 1144]
- hotel-top: First-Class Hotel Accommodations—Modern Rooms—Ladies' and Gentlemen's Dining Room, 1st Floor: [1378, 644, 1599, 669]
- paragraph: The condition of Miss Flora Russell remains about the same.: [274, 1362, 493, 1387]
- frazier-line: Reliable Colored Help: [1439, 974, 1538, 987]
- poro-addresses: [1151, 575, 1591, 618]
- caption-left: 4 Years ago my Hair was only a finger length, and my temples were bald half way up my head.: [1183, 379, 1330, 416]
- paragraph: Charles Stokes was taken suddenly ill last Friday with acute indigestion.: [966, 232, 1131, 257]
- paragraph: Mrs. Robinson of Pittsburgh, was the guest of Mrs. H. White on Thursday.: [1143, 1634, 1368, 1659]
- article-charleroi: [504, 1522, 723, 1951]
- article-donora: [274, 171, 493, 718]
- coles-title: COLES COOPERATIVE COMPANY: [1143, 649, 1381, 751]
- paragraph: On Friday evening the Butterflies gave a leap year party at the home of the Misses Hazel and Grace Pitts, the affair being complimentary to the Spiders. The house was decorated in green and white. After an enjoyable evening spent in music, cards and dancing the hostess served a three course luncheon, assisted by Misses Blanche Carpenter, Mildred Smith and Lena Lynch. The out-of-town guests were Miss Juetta Bryan of Charleroi, Miss Annabelle Pease of Donora, Harry Brooks, Edward Craig and Edward Scales of Monessen and Arthur Rideout of Charleroi.: [735, 680, 954, 829]
- poro-body: Imitation is the sincerest flattery; and the fact that so many people of St. Louis and throughout the country think it worth while to imitate "PORO" HAIR GROWER is the best proof of the merits of "Poro." We were the first to engage in the treatment of the scalp, and in our work have used the preparation which is known as "Poro." This is made and sold exclusively by myself. I have the exclusive right to that name; and I, alone, know the secret of the composition that bears that name. From its use in my treatment hundreds have received direct benefit. Our claim has always been that when the hair begins to grow as the result of the use of "Poro" it will continue to so if only the hair and scalp is kept clean. Many persons are constantly finding that is true. You cannot afford, by using mere imitations, to risk not attaining the result you desire. Be sure that the name "Poro" is on every box; not genuine without it. If your hair is dry, harsh, brittle and falling out—use "Poro." It stops the falling and starts the hair to growing at once.: [1147, 420, 1595, 544]
- paragraph: Helen L. Perry, aged 3 years, daughter of Mr. and Mrs. Frank Perry, St. Charles street, died on Thursday at 5:30 p. m. Funeral services will be held on Saturday afternoon and interment was made in the North cemetery. Helen was a bright little one-and-had been sick for some time. Her parents have the sympathy of their many friends.: [1143, 1423, 1368, 1510]
- divider: [1143, 1418, 1368, 1419]
- article-west-newton-cont: [274, 45, 493, 163]
- masthead: [19, 11, 1605, 37]
- poro-address-left: [1151, 575, 1242, 618]
- ads-split: [1143, 643, 1599, 2021]
- paragraph: All will be ready and look for the Easter fair at the Speer Street, A. M. E. church given Sinking Fund club.: [966, 1700, 1131, 1737]
- address-line: 3100 Pine Street,: [1151, 574, 1242, 588]
